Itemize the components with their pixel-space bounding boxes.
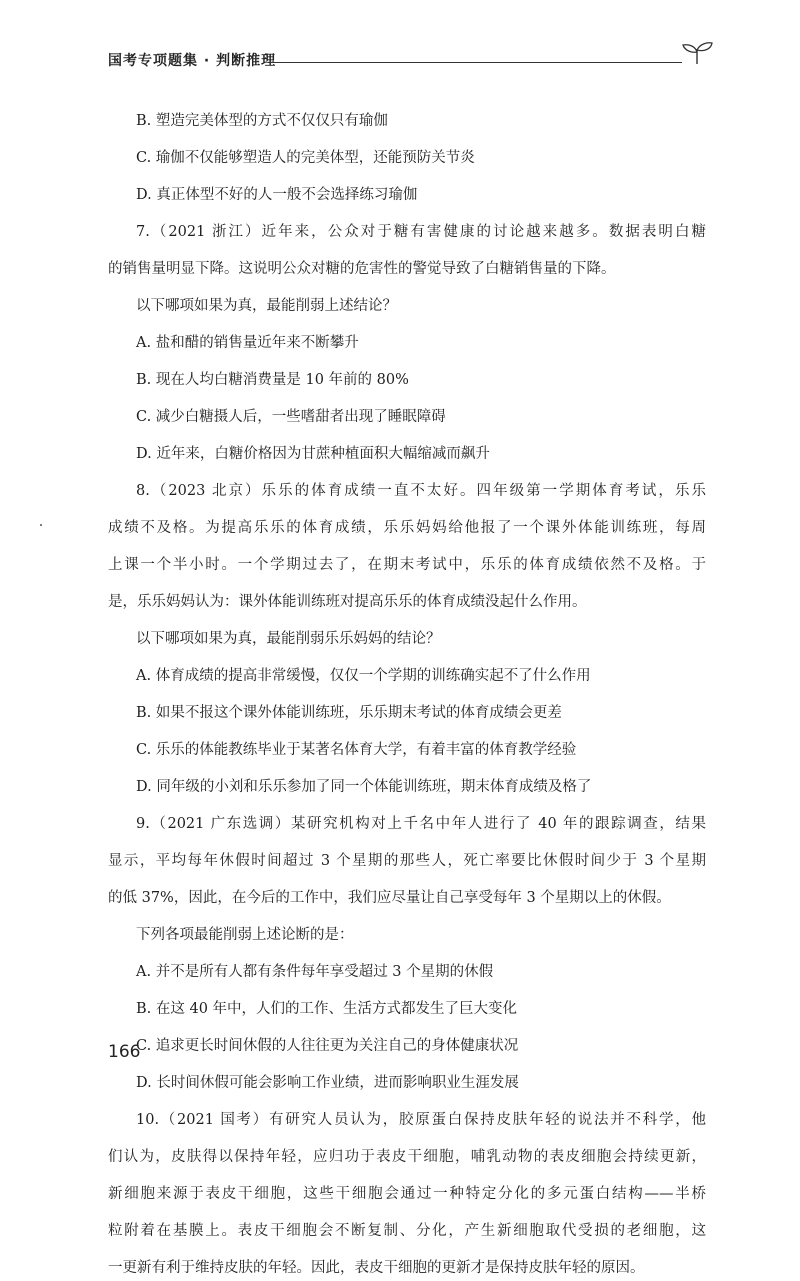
q8-question: 以下哪项如果为真，最能削弱乐乐妈妈的结论？ xyxy=(136,631,441,647)
q10-stem-line: 新细胞来源于表皮干细胞，这些干细胞会通过一种特定分化的多元蛋白结构——半桥 xyxy=(108,1186,706,1202)
q8-option-c: C. 乐乐的体能教练毕业于某著名体育大学，有着丰富的体育教学经验 xyxy=(136,742,577,758)
q7-option-c: C. 减少白糖摄人后，一些嗜甜者出现了睡眠障碍 xyxy=(136,409,446,425)
q10-stem-line: 们认为，皮肤得以保持年轻，应归功于表皮干细胞，哺乳动物的表皮细胞会持续更新， xyxy=(108,1149,706,1165)
q8-stem-line: 是，乐乐妈妈认为：课外体能训练班对提高乐乐的体育成绩没起什么作用。 xyxy=(108,594,587,610)
running-header xyxy=(108,44,708,74)
question-8 xyxy=(108,478,706,811)
page-body xyxy=(108,108,706,1281)
question-7 xyxy=(108,219,706,478)
q9-stem-line: 显示，平均每年休假时间超过 3 个星期的那些人，死亡率要比休假时间少于 3 个星期 xyxy=(108,853,706,869)
q9-stem-line: 9.（2021 广东选调）某研究机构对上千名中年人进行了 40 年的跟踪调查，结果 xyxy=(136,816,706,832)
scan-dot xyxy=(40,524,42,526)
q7-question: 以下哪项如果为真，最能削弱上述结论？ xyxy=(136,298,397,314)
q8-option-d: D. 同年级的小刘和乐乐参加了同一个体能训练班，期末体育成绩及格了 xyxy=(136,779,592,795)
q6-option-d: D. 真正体型不好的人一般不会选择练习瑜伽 xyxy=(136,187,418,203)
header-rule xyxy=(268,62,682,63)
question-6-options xyxy=(108,108,706,219)
q10-stem-line: 粒附着在基膜上。表皮干细胞会不断复制、分化，产生新细胞取代受损的老细胞，这 xyxy=(108,1223,706,1239)
page-number: 166 xyxy=(108,1042,141,1062)
q8-stem-line: 8.（2023 北京）乐乐的体育成绩一直不太好。四年级第一学期体育考试，乐乐 xyxy=(136,483,706,499)
header-title: 国考专项题集 · 判断推理 xyxy=(108,53,277,69)
q10-stem-line: 一更新有利于维持皮肤的年轻。因此，表皮干细胞的更新才是保持皮肤年轻的原因。 xyxy=(108,1260,645,1276)
question-10 xyxy=(108,1107,706,1281)
q7-option-b: B. 现在人均白糖消费量是 10 年前的 80% xyxy=(136,372,409,388)
q8-stem-line: 上课一个半小时。一个学期过去了，在期末考试中，乐乐的体育成绩依然不及格。于 xyxy=(108,557,706,573)
q7-option-a: A. 盐和醋的销售量近年来不断攀升 xyxy=(136,335,359,351)
q9-question: 下列各项最能削弱上述论断的是： xyxy=(136,927,354,943)
q10-stem-line: 10.（2021 国考）有研究人员认为，胶原蛋白保持皮肤年轻的说法并不科学，他 xyxy=(136,1112,706,1128)
q7-stem-line: 7.（2021 浙江）近年来，公众对于糖有害健康的讨论越来越多。数据表明白糖 xyxy=(136,224,706,240)
q9-option-d: D. 长时间休假可能会影响工作业绩，进而影响职业生涯发展 xyxy=(136,1075,519,1091)
q8-stem-line: 成绩不及格。为提高乐乐的体育成绩，乐乐妈妈给他报了一个课外体能训练班，每周 xyxy=(108,520,706,536)
q9-stem-line: 的低 37%，因此，在今后的工作中，我们应尽量让自己享受每年 3 个星期以上的休假。 xyxy=(108,890,671,906)
q7-option-d: D. 近年来，白糖价格因为甘蔗种植面积大幅缩减而飙升 xyxy=(136,446,490,462)
sprout-icon xyxy=(680,40,714,66)
q6-option-c: C. 瑜伽不仅能够塑造人的完美体型，还能预防关节炎 xyxy=(136,150,475,166)
q9-option-a: A. 并不是所有人都有条件每年享受超过 3 个星期的休假 xyxy=(136,964,494,980)
q9-option-c: C. 追求更长时间休假的人往往更为关注自己的身体健康状况 xyxy=(136,1038,519,1054)
q8-option-a: A. 体育成绩的提高非常缓慢，仅仅一个学期的训练确实起不了什么作用 xyxy=(136,668,591,684)
question-9 xyxy=(108,811,706,1107)
q8-option-b: B. 如果不报这个课外体能训练班，乐乐期末考试的体育成绩会更差 xyxy=(136,705,562,721)
q7-stem-line: 的销售量明显下降。这说明公众对糖的危害性的警觉导致了白糖销售量的下降。 xyxy=(108,261,616,277)
q6-option-b: B. 塑造完美体型的方式不仅仅只有瑜伽 xyxy=(136,113,388,129)
q9-option-b: B. 在这 40 年中，人们的工作、生活方式都发生了巨大变化 xyxy=(136,1001,518,1017)
